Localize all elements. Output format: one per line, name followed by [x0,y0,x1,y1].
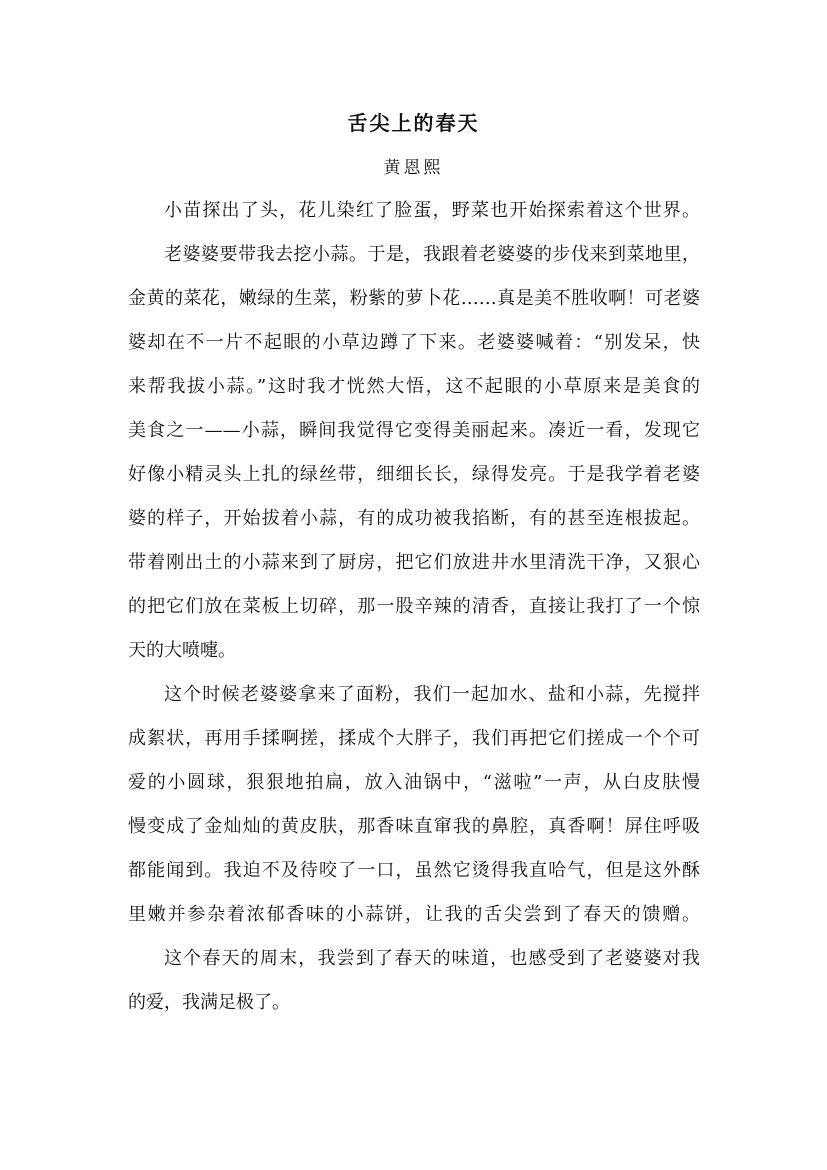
paragraph-3-line-4: 慢变成了金灿灿的黄皮肤，那香味直窜我的鼻腔，真香啊！屏住呼吸 [128,816,700,837]
paragraph-4-line-1: 这个春天的周末，我尝到了春天的味道，也感受到了老婆婆对我 [164,948,700,969]
paragraph-3-line-2: 成絮状，再用手揉啊搓，揉成个大胖子，我们再把它们搓成一个个可 [128,728,700,749]
paragraph-4-line-2: 的爱，我满足极了。 [128,992,290,1013]
paragraph-2-line-9: 的把它们放在菜板上切碎，那一股辛辣的清香，直接让我打了一个惊 [128,596,700,617]
paragraph-2-line-8: 带着刚出土的小蒜来到了厨房，把它们放进井水里清洗干净，又狠心 [128,552,700,573]
paragraph-2-line-2: 金黄的菜花，嫩绿的生菜，粉紫的萝卜花……真是美不胜收啊！可老婆 [128,288,700,309]
paragraph-2-line-5: 美食之一——小蒜，瞬间我觉得它变得美丽起来。凑近一看，发现它 [128,420,700,441]
paragraph-2-line-10: 天的大喷嚏。 [128,640,236,661]
paragraph-2-line-7: 婆的样子，开始拔着小蒜，有的成功被我掐断，有的甚至连根拔起。 [128,508,700,529]
paragraph-1-line-1: 小苗探出了头，花儿染红了脸蛋，野菜也开始探索着这个世界。 [164,200,700,221]
paragraph-3-line-6: 里嫩并参杂着浓郁香味的小蒜饼，让我的舌尖尝到了春天的馈赠。 [128,904,700,925]
article-author: 黄恩熙 [383,158,444,178]
paragraph-3-line-1: 这个时候老婆婆拿来了面粉，我们一起加水、盐和小蒜，先搅拌 [164,684,700,705]
paragraph-3-line-3: 爱的小圆球，狠狠地拍扁，放入油锅中，“滋啦”一声，从白皮肤慢 [128,772,700,793]
article-title: 舌尖上的春天 [347,111,480,135]
paragraph-2-line-6: 好像小精灵头上扎的绿丝带，细细长长，绿得发亮。于是我学着老婆 [128,464,700,485]
paragraph-2-line-4: 来帮我拔小蒜。”这时我才恍然大悟，这不起眼的小草原来是美食的 [128,376,700,397]
paragraph-2-line-3: 婆却在不一片不起眼的小草边蹲了下来。老婆婆喊着：“别发呆，快 [128,332,700,353]
paragraph-3-line-5: 都能闻到。我迫不及待咬了一口，虽然它烫得我直哈气，但是这外酥 [128,860,700,881]
paragraph-2-line-1: 老婆婆要带我去挖小蒜。于是，我跟着老婆婆的步伐来到菜地里， [164,244,700,265]
